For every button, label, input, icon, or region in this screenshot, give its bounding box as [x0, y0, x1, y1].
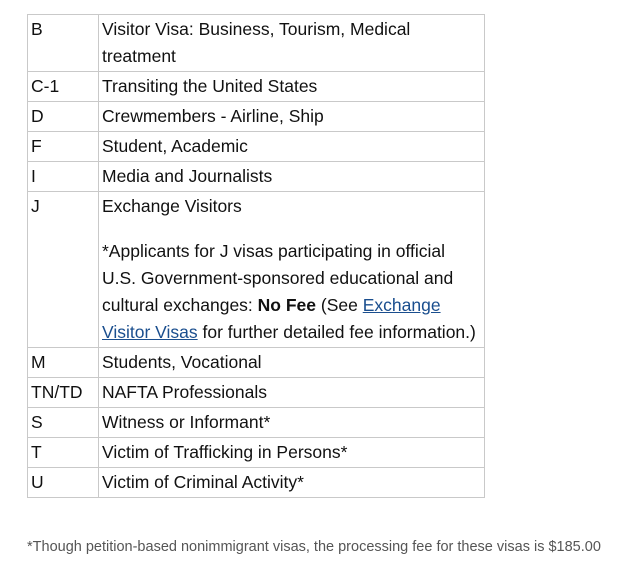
visa-code: F: [28, 132, 99, 162]
visa-description: [99, 192, 485, 348]
visa-description: Victim of Trafficking in Persons*: [99, 438, 485, 468]
visa-description: NAFTA Professionals: [99, 378, 485, 408]
visa-code: B: [28, 15, 99, 72]
note-text: *Applicants for J visas participating in official U.S. Government-sponsored educational and cultural exchanges:: [102, 241, 454, 315]
visa-description: Visitor Visa: Business, Tourism, Medical treatment: [99, 15, 485, 72]
table-row: [28, 15, 485, 72]
footnote: *Though petition-based nonimmigrant visas, the processing fee for these visas is $185.00: [27, 539, 601, 555]
visa-code: J: [28, 192, 99, 348]
visa-code: U: [28, 468, 99, 498]
visa-code: M: [28, 348, 99, 378]
visa-code: D: [28, 102, 99, 132]
j-visa-fee-note: [102, 238, 481, 346]
visa-code: C-1: [28, 72, 99, 102]
visa-category-table: [27, 14, 485, 498]
table-row: [28, 162, 485, 192]
visa-code: S: [28, 408, 99, 438]
visa-description: Media and Journalists: [99, 162, 485, 192]
table-row: [28, 348, 485, 378]
table-row: [28, 378, 485, 408]
table-row: [28, 408, 485, 438]
table-row: [28, 468, 485, 498]
no-fee-label: No Fee: [257, 295, 317, 315]
visa-description: Victim of Criminal Activity*: [99, 468, 485, 498]
table-row: [28, 192, 485, 348]
table-row: [28, 102, 485, 132]
table-row: [28, 132, 485, 162]
visa-code: TN/TD: [28, 378, 99, 408]
note-text: (See: [316, 295, 363, 315]
visa-description: Student, Academic: [99, 132, 485, 162]
exchange-visitor-visas-link[interactable]: Exchange Visitor Visas: [102, 295, 441, 342]
visa-description: Witness or Informant*: [99, 408, 485, 438]
visa-description: Students, Vocational: [99, 348, 485, 378]
table-row: [28, 438, 485, 468]
visa-code: I: [28, 162, 99, 192]
table-row: [28, 72, 485, 102]
note-text: for further detailed fee information.): [197, 322, 476, 342]
visa-code: T: [28, 438, 99, 468]
visa-description: Transiting the United States: [99, 72, 485, 102]
visa-description: Crewmembers - Airline, Ship: [99, 102, 485, 132]
visa-description-text: Exchange Visitors: [102, 196, 242, 216]
